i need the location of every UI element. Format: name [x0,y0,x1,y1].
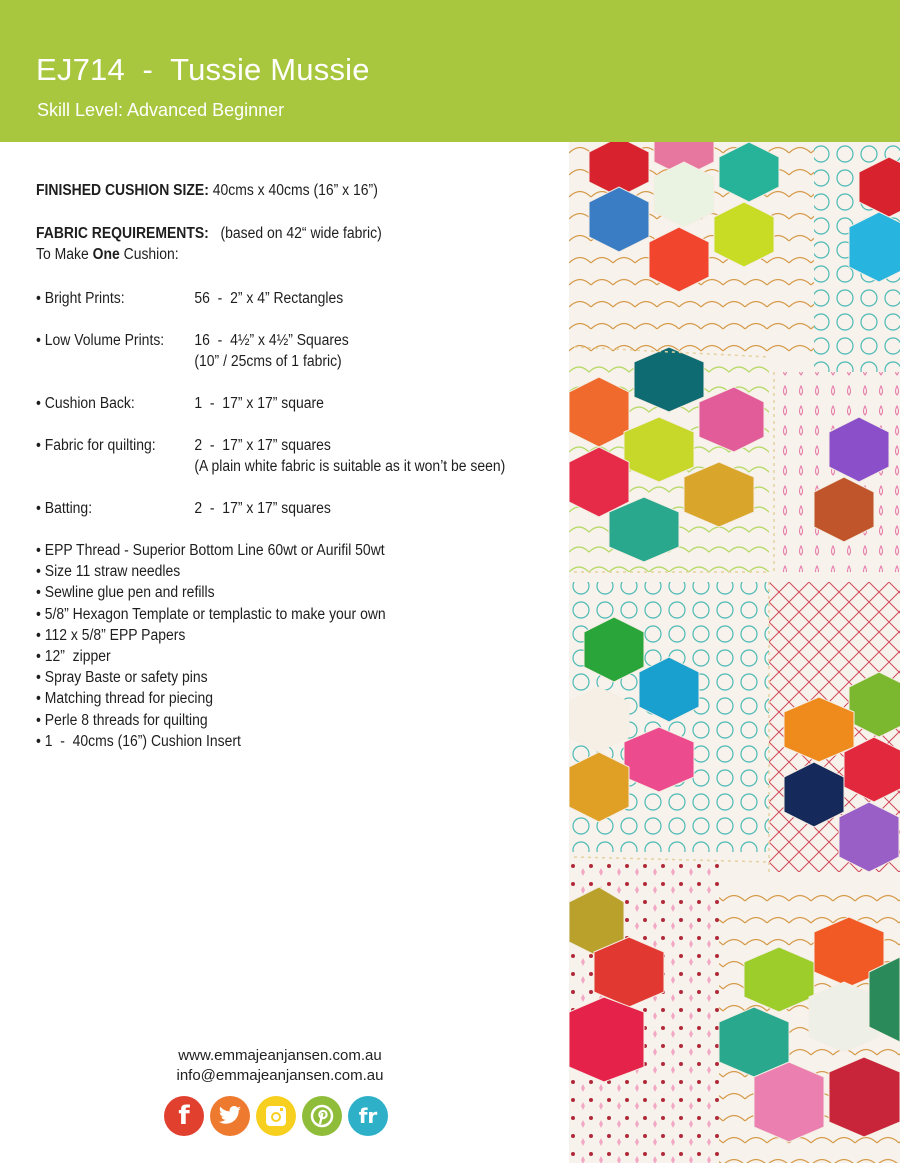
website-link[interactable]: www.emmajeanjansen.com.au [178,1047,382,1064]
supply-item: • Perle 8 threads for quilting [36,711,208,729]
finished-size-label: FINISHED CUSHION SIZE: [36,182,209,199]
finished-size-value: 40cms x 40cms (16” x 16”) [212,182,378,199]
fabric-item [36,393,504,414]
fabric-item-value: 1 - 17” x 17” square [194,395,324,412]
fabric-item [36,288,504,309]
to-make-line [36,244,504,265]
supply-item: • Matching thread for piecing [36,690,214,708]
pattern-title: EJ714 - Tussie Mussie [36,52,370,87]
fabric-item-label: • Batting: [36,500,93,517]
fabric-item [36,498,504,519]
fabric-item-value: 56 - 2” x 4” Rectangles [194,290,344,307]
fabric-item-value: 2 - 17” x 17” squares [194,500,331,517]
quilt-photo [569,142,900,1163]
fabric-item-label: • Fabric for quilting: [36,437,156,454]
fabric-item-label: • Low Volume Prints: [36,332,165,349]
supply-item: • 112 x 5/8” EPP Papers [36,626,186,644]
fabric-requirements-label: FABRIC REQUIREMENTS: [36,225,209,242]
fabric-item-value: 2 - 17” x 17” squares [194,437,331,454]
hexagon-quilt-illustration [569,142,900,1163]
supply-item: • 12” zipper [36,647,111,665]
fabric-item [36,330,504,372]
contact-info [160,1046,400,1086]
twitter-icon[interactable] [210,1096,250,1136]
fabric-item-label: • Cushion Back: [36,395,135,412]
fabric-item [36,435,504,477]
supply-item: • Sewline glue pen and refills [36,584,215,602]
facebook-icon[interactable]: f [164,1096,204,1136]
fabric-item-value: 16 - 4½” x 4½” Squares [194,332,349,349]
requirements-section [36,180,504,752]
skill-level: Skill Level: Advanced Beginner [37,100,285,120]
to-make-bold: One [92,246,120,263]
pinterest-icon[interactable] [302,1096,342,1136]
supply-item: • 1 - 40cms (16”) Cushion Insert [36,732,241,750]
fabric-item-label: • Bright Prints: [36,290,125,307]
header-banner [0,0,900,142]
fabric-requirements-heading [36,223,504,244]
instagram-icon[interactable] [256,1096,296,1136]
supply-item: • Spray Baste or safety pins [36,669,208,687]
finished-size [36,180,504,201]
fabric-item-detail: (A plain white fabric is suitable as it won’t be seen) [194,458,506,475]
fabric-item-detail: (10” / 25cms of 1 fabric) [194,353,342,370]
to-make-prefix: To Make [36,246,93,263]
email-link[interactable]: info@emmajeanjansen.com.au [176,1067,384,1084]
fabric-requirements-note: (based on 42“ wide fabric) [220,225,382,242]
supply-item: • EPP Thread - Superior Bottom Line 60wt or Aurifil 50wt [36,542,385,559]
supply-item: • Size 11 straw needles [36,563,181,581]
supply-item: • 5/8” Hexagon Template or templastic to make your own [36,605,386,623]
social-icons [164,1096,388,1136]
supplies-list [36,540,504,752]
flickr-icon[interactable]: fr [348,1096,388,1136]
to-make-suffix: Cushion: [119,246,179,263]
